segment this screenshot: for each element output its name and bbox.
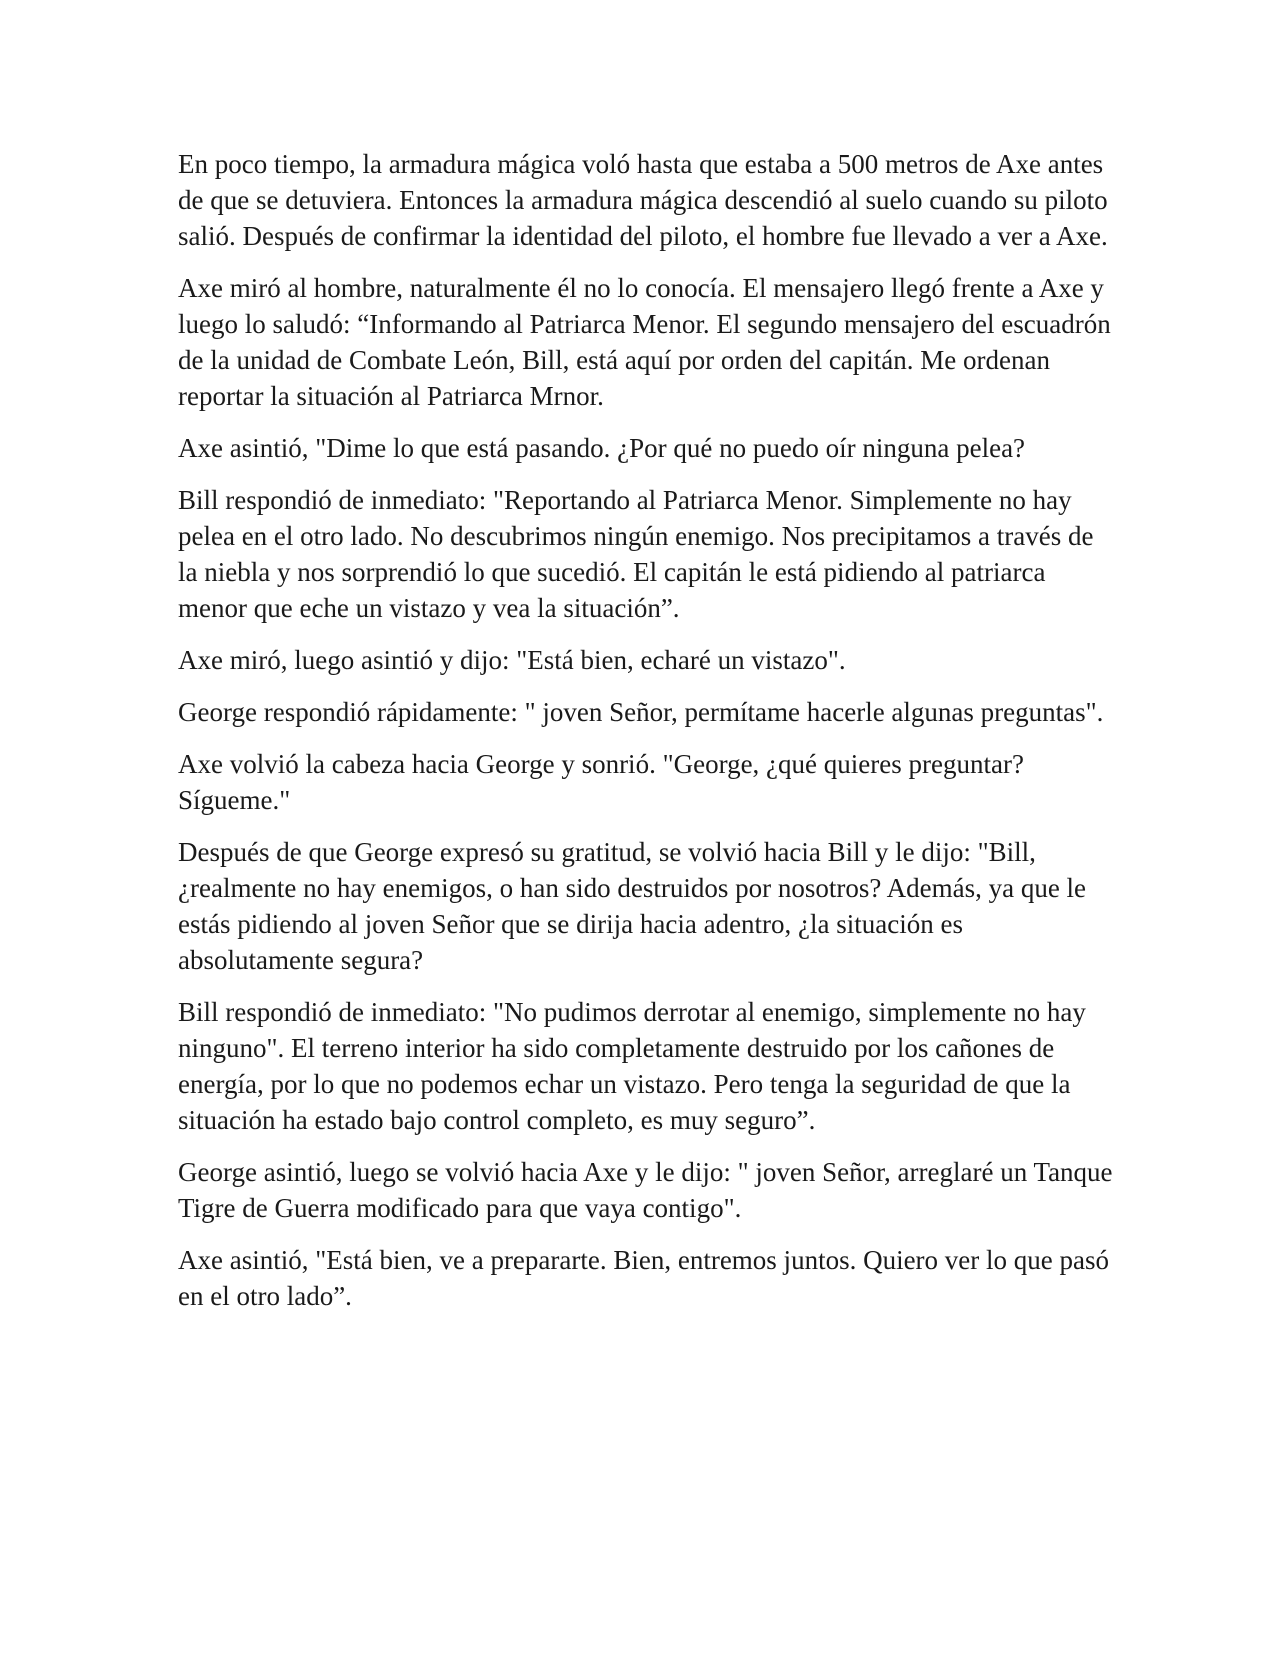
paragraph: En poco tiempo, la armadura mágica voló hasta que estaba a 500 metros de Axe antes de que se detuviera. Entonces la armadura mágica descendió al suelo cuando su piloto salió. Después de confirmar la identidad del piloto, el hombre fue llevado a ver a Axe. bbox=[178, 149, 1108, 251]
paragraph: George asintió, luego se volvió hacia Axe y le dijo: " joven Señor, arreglaré un Tanque Tigre de Guerra modificado para que vaya contigo". bbox=[178, 1157, 1113, 1223]
paragraph: Axe volvió la cabeza hacia George y sonrió. "George, ¿qué quieres preguntar? Sígueme." bbox=[178, 749, 1024, 815]
paragraph: Axe miró al hombre, naturalmente él no lo conocía. El mensajero llegó frente a Axe y luego lo saludó: “Informando al Patriarca Menor. El segundo mensajero del escuadrón de la unidad de Combate León, Bill, está aquí por orden del capitán. Me ordenan reportar la situación al Patriarca Mrnor. bbox=[178, 273, 1111, 411]
paragraph: Bill respondió de inmediato: "Reportando al Patriarca Menor. Simplemente no hay pelea en el otro lado. No descubrimos ningún enemigo. Nos precipitamos a través de la niebla y nos sorprendió lo que sucedió. El capitán le está pidiendo al patriarca menor que eche un vistazo y vea la situación”. bbox=[178, 485, 1094, 623]
paragraph: George respondió rápidamente: " joven Señor, permítame hacerle algunas preguntas". bbox=[178, 697, 1104, 727]
paragraph: Axe asintió, "Está bien, ve a prepararte. Bien, entremos juntos. Quiero ver lo que pasó en el otro lado”. bbox=[178, 1245, 1109, 1311]
paragraph: Axe miró, luego asintió y dijo: "Está bien, echaré un vistazo". bbox=[178, 645, 846, 675]
paragraph: Bill respondió de inmediato: "No pudimos derrotar al enemigo, simplemente no hay ninguno". El terreno interior ha sido completamente destruido por los cañones de energía, por lo que no podemos echar un vistazo. Pero tenga la seguridad de que la situación ha estado bajo control completo, es muy seguro”. bbox=[178, 997, 1086, 1135]
paragraph: Axe asintió, "Dime lo que está pasando. ¿Por qué no puedo oír ninguna pelea? bbox=[178, 433, 1026, 463]
document-body bbox=[178, 146, 1113, 1330]
paragraph: Después de que George expresó su gratitud, se volvió hacia Bill y le dijo: "Bill, ¿realmente no hay enemigos, o han sido destruidos por nosotros? Además, ya que le estás pidiendo al joven Señor que se dirija hacia adentro, ¿la situación es absolutamente segura? bbox=[178, 837, 1087, 975]
